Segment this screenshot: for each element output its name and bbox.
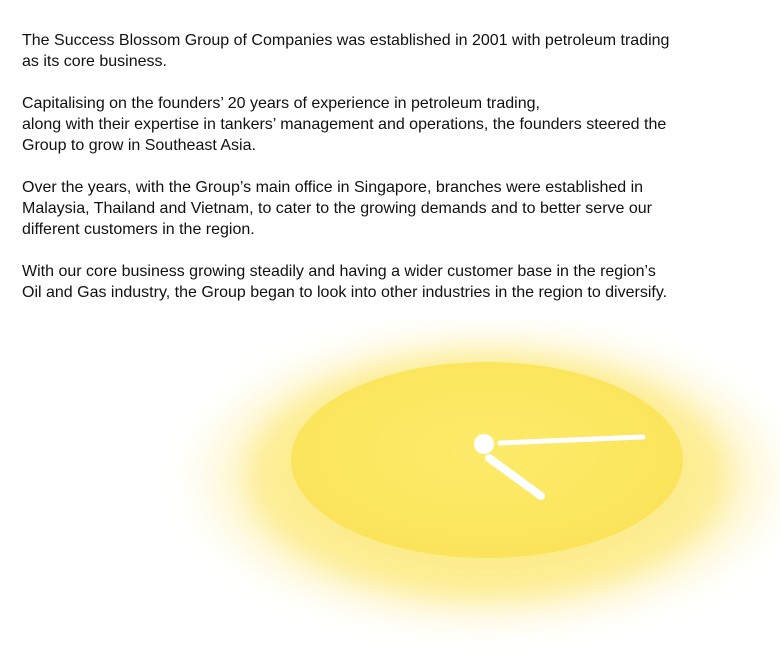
company-history-text bbox=[22, 30, 762, 324]
clock-center-pin bbox=[474, 434, 494, 454]
paragraph-branches: Over the years, with the Group’s main office in Singapore, branches were established in Malaysia, Thailand and Vietnam, to cater to the growing demands and to better serve our different customers in the region. bbox=[22, 179, 652, 238]
paragraph-founding: The Success Blossom Group of Companies was established in 2001 with petroleum trading as its core business. bbox=[22, 32, 670, 70]
glowing-clock-icon bbox=[0, 320, 780, 671]
paragraph-experience: Capitalising on the founders’ 20 years of experience in petroleum trading, along with their expertise in tankers’ management and operations, the founders steered the Group to grow in Southeast Asia. bbox=[22, 95, 667, 154]
paragraph-diversification: With our core business growing steadily and having a wider customer base in the region’s Oil and Gas industry, the Group began to look into other industries in the region to diversify. bbox=[22, 263, 668, 301]
